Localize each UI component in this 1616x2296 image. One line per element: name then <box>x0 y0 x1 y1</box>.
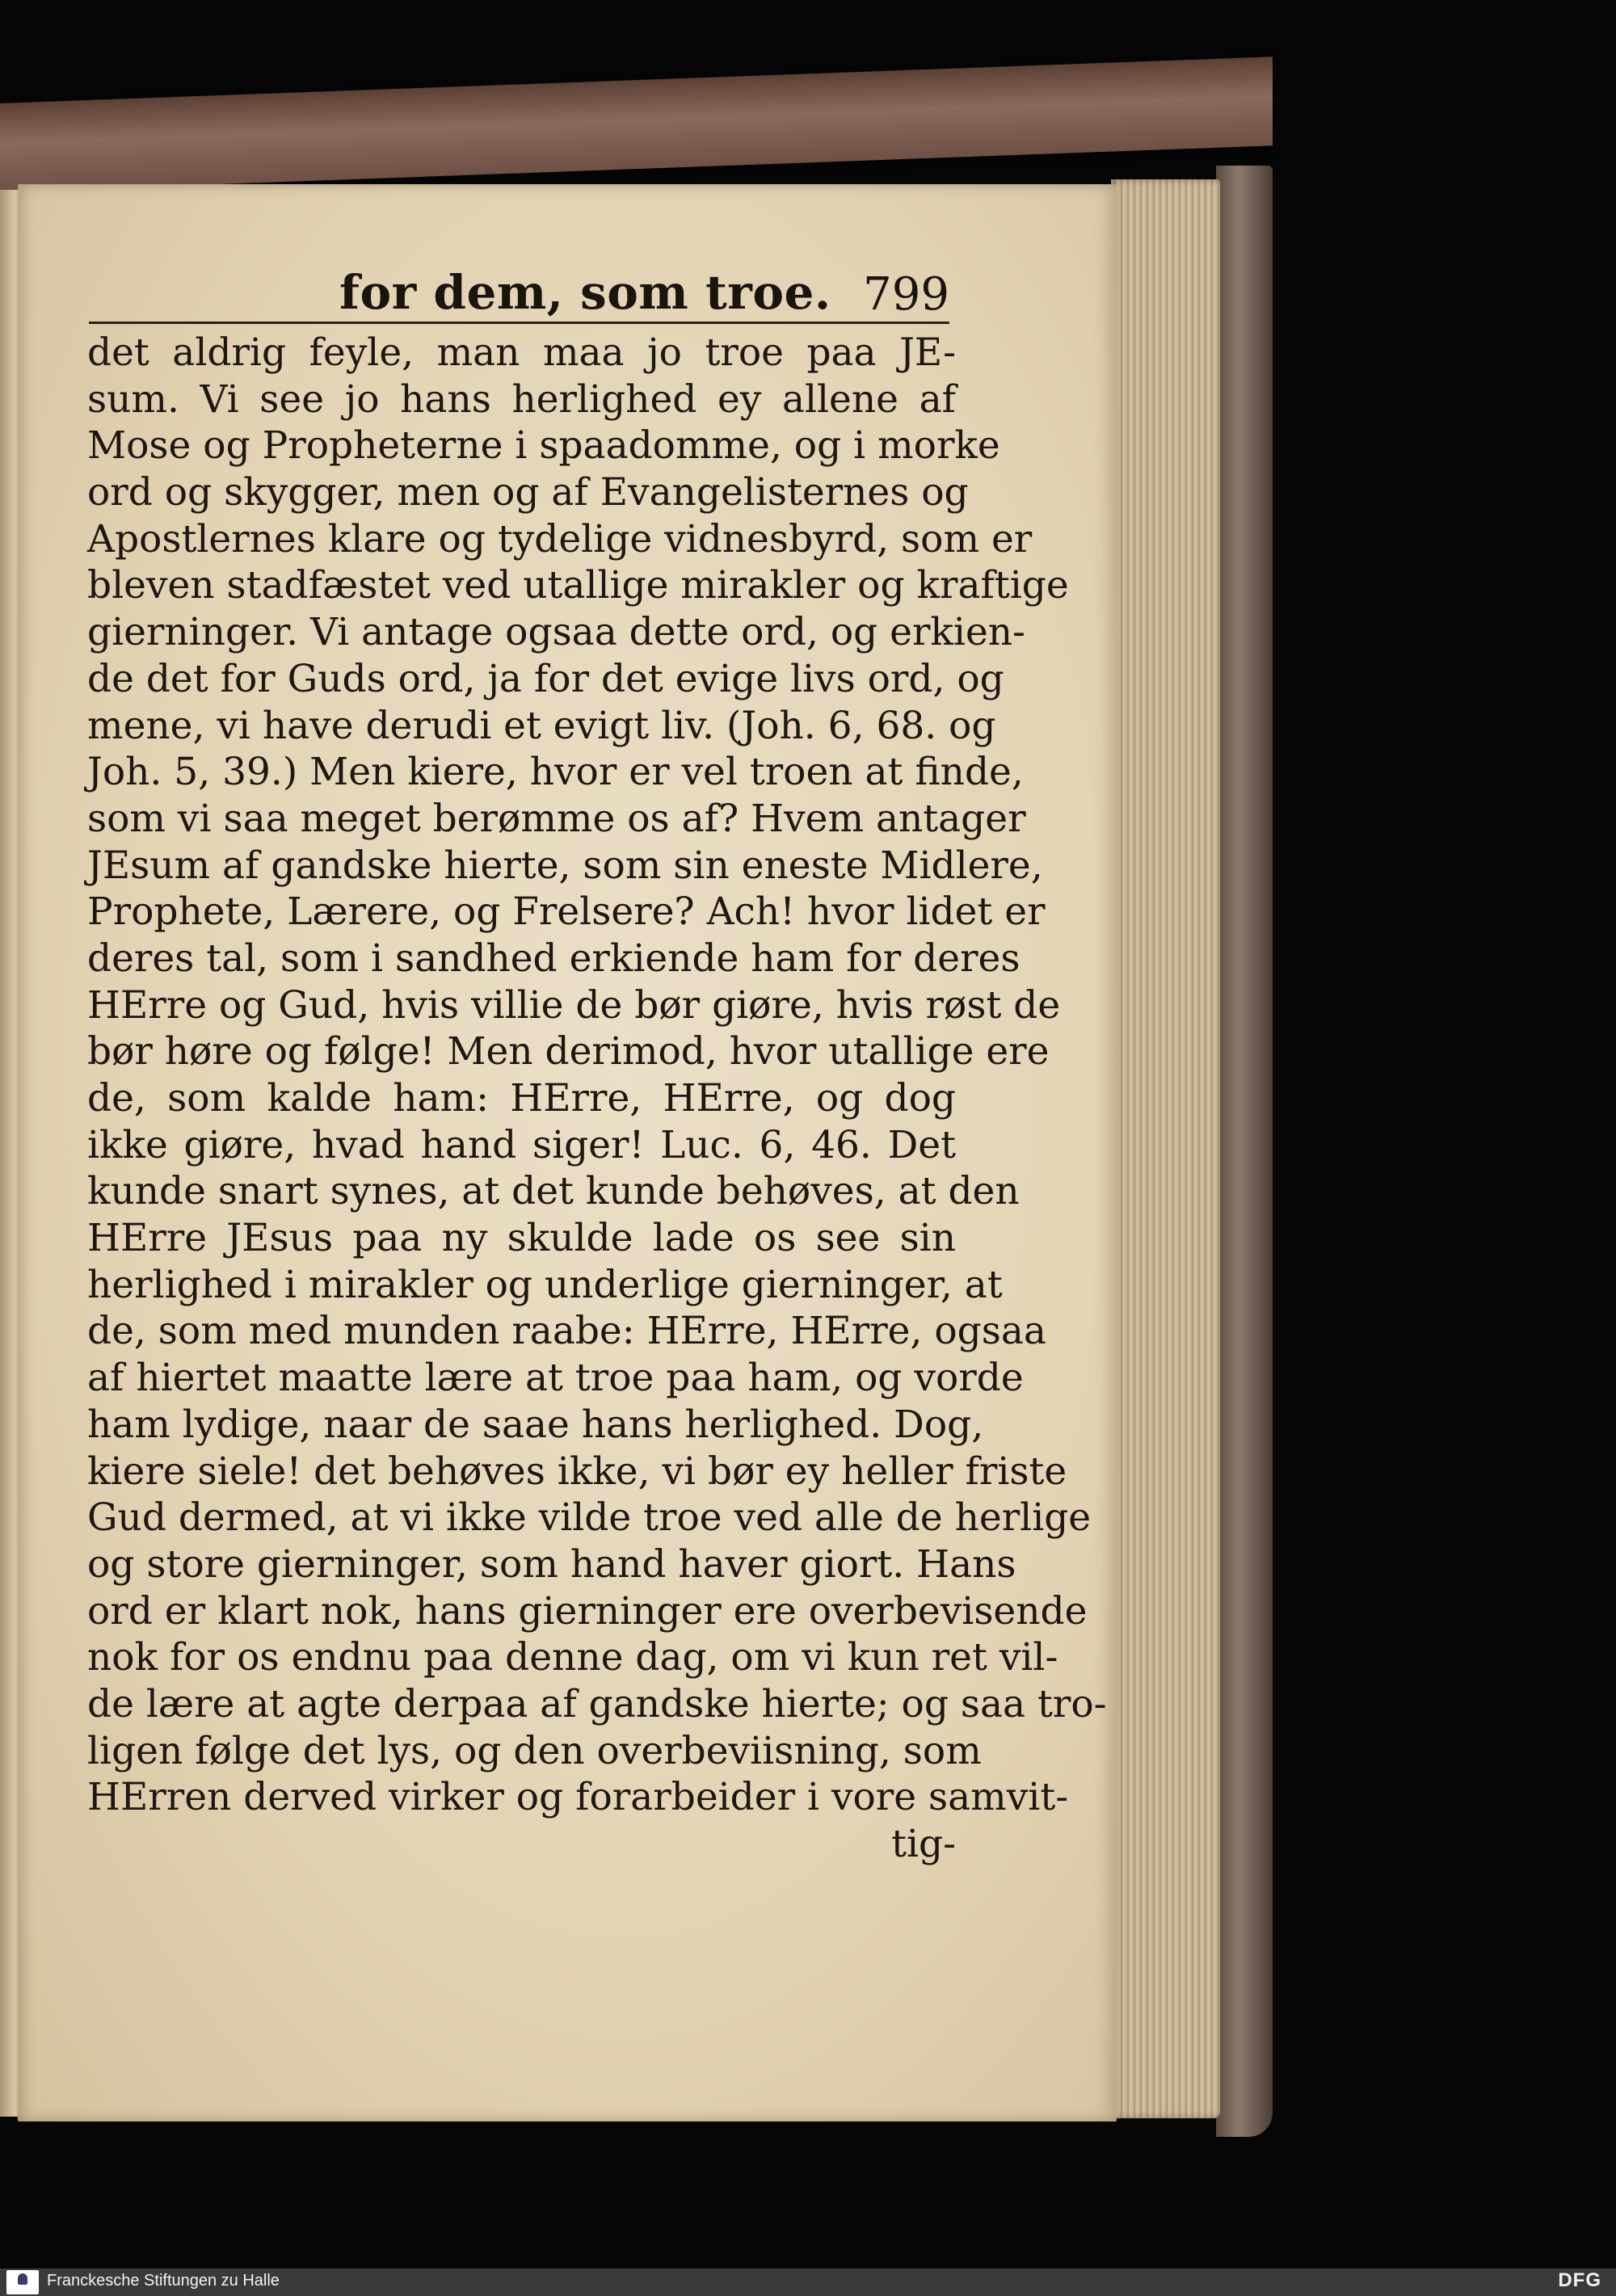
footer-brand: DFG <box>1558 2269 1601 2291</box>
text-line: ham lydige, naar de saae hans herlighed. Dog, <box>87 1402 984 1447</box>
text-line: Gud dermed, at vi ikke vilde troe ved alle de herlige <box>87 1495 1092 1541</box>
text-line: Mose og Propheterne i spaadomme, og i morke <box>87 423 1000 469</box>
text-line: bleven stadfæstet ved utallige mirakler og kraftige <box>87 563 1069 608</box>
running-title: for dem, som troe. <box>339 265 831 320</box>
text-line: Apostlernes klare og tydelige vidnesbyrd, som er <box>87 516 1033 561</box>
text-line: HErren derved virker og forarbeider i vore samvit- <box>87 1775 1069 1820</box>
text-line: ikke giøre, hvad hand siger! Luc. 6, 46. Det <box>87 1122 956 1167</box>
text-line: ligen følge det lys, og den overbeviisning, som <box>87 1728 982 1773</box>
text-line: HErre og Gud, hvis villie de bør giøre, hvis røst de <box>87 982 1061 1028</box>
text-line: nok for os endnu paa denne dag, om vi kun ret vil- <box>87 1635 1058 1680</box>
header-rule <box>89 322 949 324</box>
book-cover-right <box>1216 166 1273 2137</box>
text-line: det aldrig feyle, man maa jo troe paa JE- <box>87 330 956 375</box>
footer-institution: Franckesche Stiftungen zu Halle <box>47 2272 280 2290</box>
institution-logo-icon <box>6 2270 39 2294</box>
text-line: deres tal, som i sandhed erkiende ham for deres <box>87 936 1021 981</box>
text-line: af hiertet maatte lære at troe paa ham, og vorde <box>87 1356 1024 1401</box>
text-line: tig- <box>891 1822 956 1866</box>
body-text <box>87 330 1107 1868</box>
text-line: mene, vi have derudi et evigt liv. (Joh. 6, 68. og <box>87 703 996 748</box>
text-line: de, som kalde ham: HErre, HErre, og dog <box>87 1076 956 1121</box>
text-line: de lære at agte derpaa af gandske hierte; og saa tro- <box>87 1681 1107 1726</box>
page-number: 799 <box>863 268 949 321</box>
text-line: de, som med munden raabe: HErre, HErre, ogsaa <box>87 1309 1046 1354</box>
text-line: ord er klart nok, hans gierninger ere overbevisende <box>87 1588 1088 1634</box>
text-line: herlighed i mirakler og underlige gierninger, at <box>87 1262 1003 1307</box>
text-line: sum. Vi see jo hans herlighed ey allene af <box>87 376 956 422</box>
text-line: Prophete, Lærere, og Frelsere? Ach! hvor lidet er <box>87 889 1046 935</box>
page-fore-edge <box>1111 179 1220 2118</box>
text-line: som vi saa meget berømme os af? Hvem antager <box>87 796 1026 841</box>
text-line: gierninger. Vi antage ogsaa dette ord, og erkien- <box>87 610 1025 655</box>
text-line: bør høre og følge! Men derimod, hvor utallige ere <box>87 1029 1050 1074</box>
running-head <box>89 265 949 330</box>
text-line: kiere siele! det behøves ikke, vi bør ey heller friste <box>87 1449 1067 1494</box>
text-line: de det for Guds ord, ja for det evige livs ord, og <box>87 656 1004 701</box>
text-line: JEsum af gandske hierte, som sin eneste Midlere, <box>87 843 1043 888</box>
text-line: HErre JEsus paa ny skulde lade os see sin <box>87 1216 956 1261</box>
text-line: ord og skygger, men og af Evangelisternes og <box>87 470 969 515</box>
text-line: kunde snart synes, at det kunde behøves, at den <box>87 1169 1020 1214</box>
text-line: Joh. 5, 39.) Men kiere, hvor er vel troen at finde, <box>87 750 1024 795</box>
text-line: og store gierninger, som hand haver giort. Hans <box>87 1541 1016 1587</box>
